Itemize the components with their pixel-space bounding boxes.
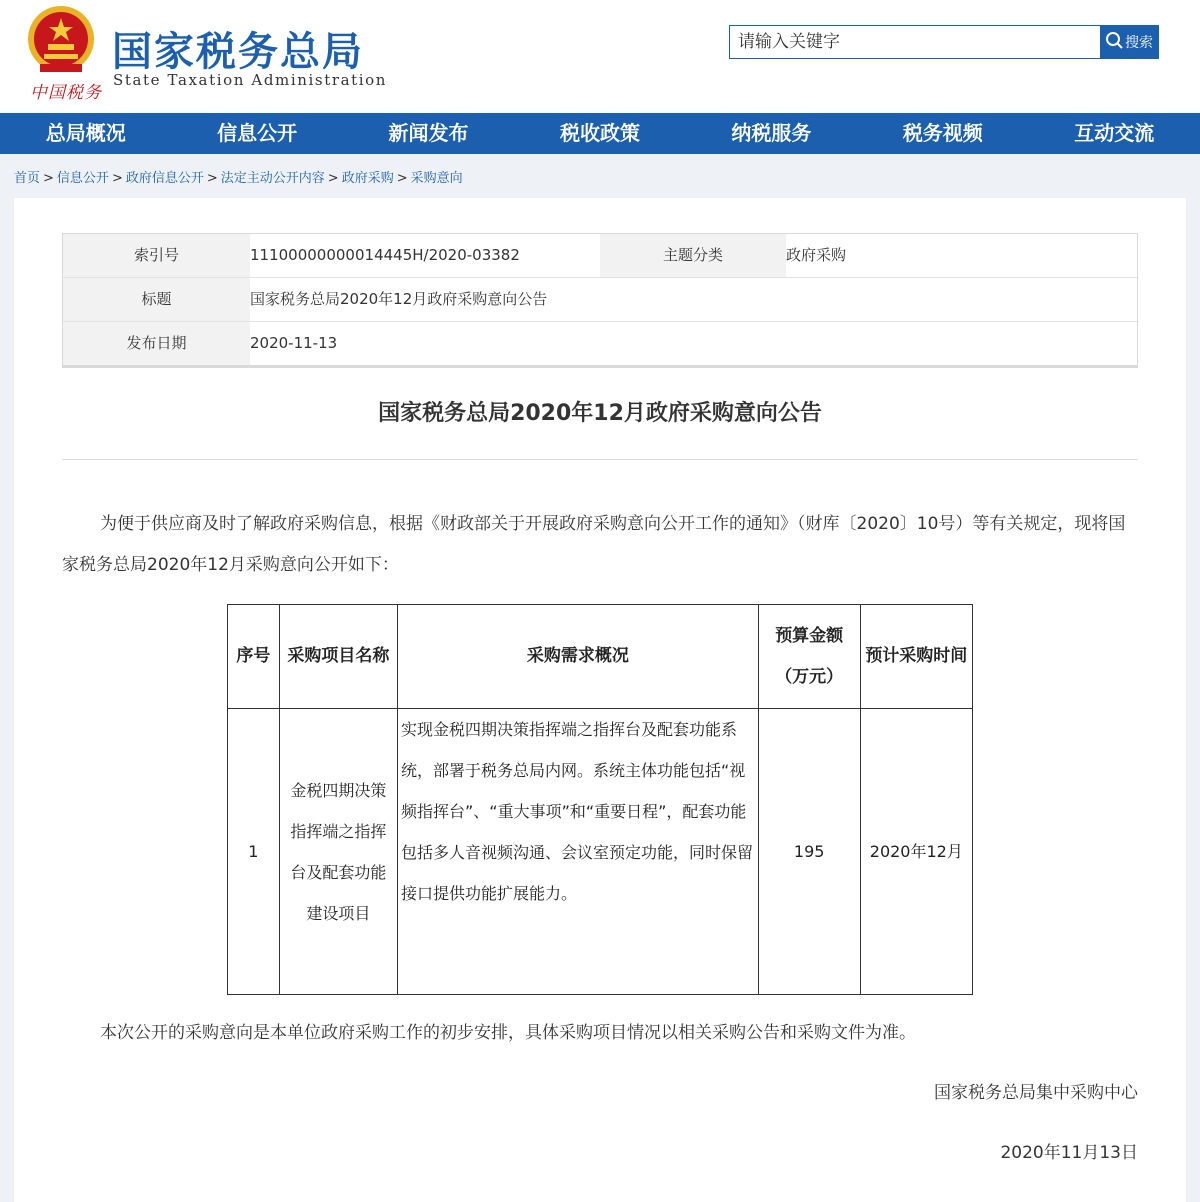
logo-script-text: 中国税务 (30, 83, 102, 103)
title-label: 标题 (63, 278, 250, 321)
nav-item-info-disclosure[interactable]: 信息公开 (217, 121, 298, 145)
breadcrumb-link[interactable]: 首页 (14, 171, 41, 186)
breadcrumb-link[interactable]: 政府采购 (341, 171, 394, 186)
site-header (0, 0, 1200, 113)
nav-item-tax-video[interactable]: 税务视频 (902, 121, 983, 145)
col-header-desc: 采购需求概况 (397, 605, 758, 709)
procurement-table (227, 604, 973, 995)
meta-row-index (63, 234, 1137, 278)
site-title-en: State Taxation Administration (113, 71, 388, 89)
intro-paragraph: 为便于供应商及时了解政府采购信息，根据《财政部关于开展政府采购意向公开工作的通知》（财库〔2020〕10号）等有关规定，现将国家税务总局2020年12月采购意向公开如下： (62, 514, 1126, 575)
date-label: 发布日期 (63, 322, 250, 365)
cell-no: 1 (228, 709, 280, 995)
category-value: 政府采购 (786, 246, 847, 264)
nav-item-overview[interactable]: 总局概况 (45, 121, 126, 145)
nav-item-news[interactable]: 新闻发布 (388, 121, 469, 145)
breadcrumb-link[interactable]: 信息公开 (56, 171, 109, 186)
cell-desc: 实现金税四期决策指挥端之指挥台及配套功能系统，部署于税务总局内网。系统主体功能包括“视频指挥台”、“重大事项”和“重要日程”，配套功能包括多人音视频沟通、会议室预定功能，同时保留接口提供功能扩展能力。 (397, 709, 758, 995)
col-header-time: 预计采购时间 (860, 605, 972, 709)
meta-row-date (63, 322, 1137, 365)
metadata-table (62, 233, 1138, 368)
breadcrumb-link[interactable]: 采购意向 (410, 171, 463, 186)
col-header-no: 序号 (228, 605, 280, 709)
breadcrumb: 首页 > 信息公开 > 政府信息公开 > 法定主动公开内容 > 政府采购 > 采购意向 (14, 171, 463, 186)
nav-item-taxpayer-service[interactable]: 纳税服务 (731, 121, 812, 145)
article-container (14, 198, 1186, 1202)
divider (62, 459, 1138, 460)
search-icon (1105, 31, 1123, 53)
index-value: 11100000000014445H/2020-03382 (250, 246, 520, 264)
site-title-cn[interactable]: 国家税务总局 (112, 29, 364, 75)
main-nav (0, 113, 1200, 154)
nav-item-tax-policy[interactable]: 税收政策 (559, 121, 640, 145)
breadcrumb-link[interactable]: 法定主动公开内容 (220, 171, 325, 186)
search-box (729, 25, 1159, 59)
search-button[interactable] (1100, 26, 1158, 58)
signature: 国家税务总局集中采购中心 (934, 1083, 1138, 1103)
table-header-row (228, 605, 973, 709)
nav-item-interaction[interactable]: 互动交流 (1074, 121, 1155, 145)
meta-row-title (63, 278, 1137, 322)
index-label: 索引号 (63, 234, 250, 277)
date-value: 2020-11-13 (250, 334, 338, 352)
signature-date: 2020年11月13日 (1000, 1143, 1138, 1163)
search-input[interactable] (730, 26, 1116, 58)
article-title: 国家税务总局2020年12月政府采购意向公告 (378, 401, 822, 426)
cell-time: 2020年12月 (860, 709, 972, 995)
cell-name: 金税四期决策指挥端之指挥台及配套功能建设项目 (279, 709, 397, 995)
table-row (228, 709, 973, 995)
col-header-name: 采购项目名称 (279, 605, 397, 709)
cell-budget: 195 (758, 709, 860, 995)
category-label: 主题分类 (600, 234, 786, 277)
col-header-budget: 预算金额（万元） (758, 605, 860, 709)
breadcrumb-link[interactable]: 政府信息公开 (125, 171, 204, 186)
closing-paragraph: 本次公开的采购意向是本单位政府采购工作的初步安排，具体采购项目情况以相关采购公告和采购文件为准。 (100, 1023, 916, 1043)
national-emblem-logo[interactable] (24, 4, 98, 78)
search-button-label: 搜索 (1125, 35, 1153, 51)
title-value: 国家税务总局2020年12月政府采购意向公告 (250, 290, 548, 308)
